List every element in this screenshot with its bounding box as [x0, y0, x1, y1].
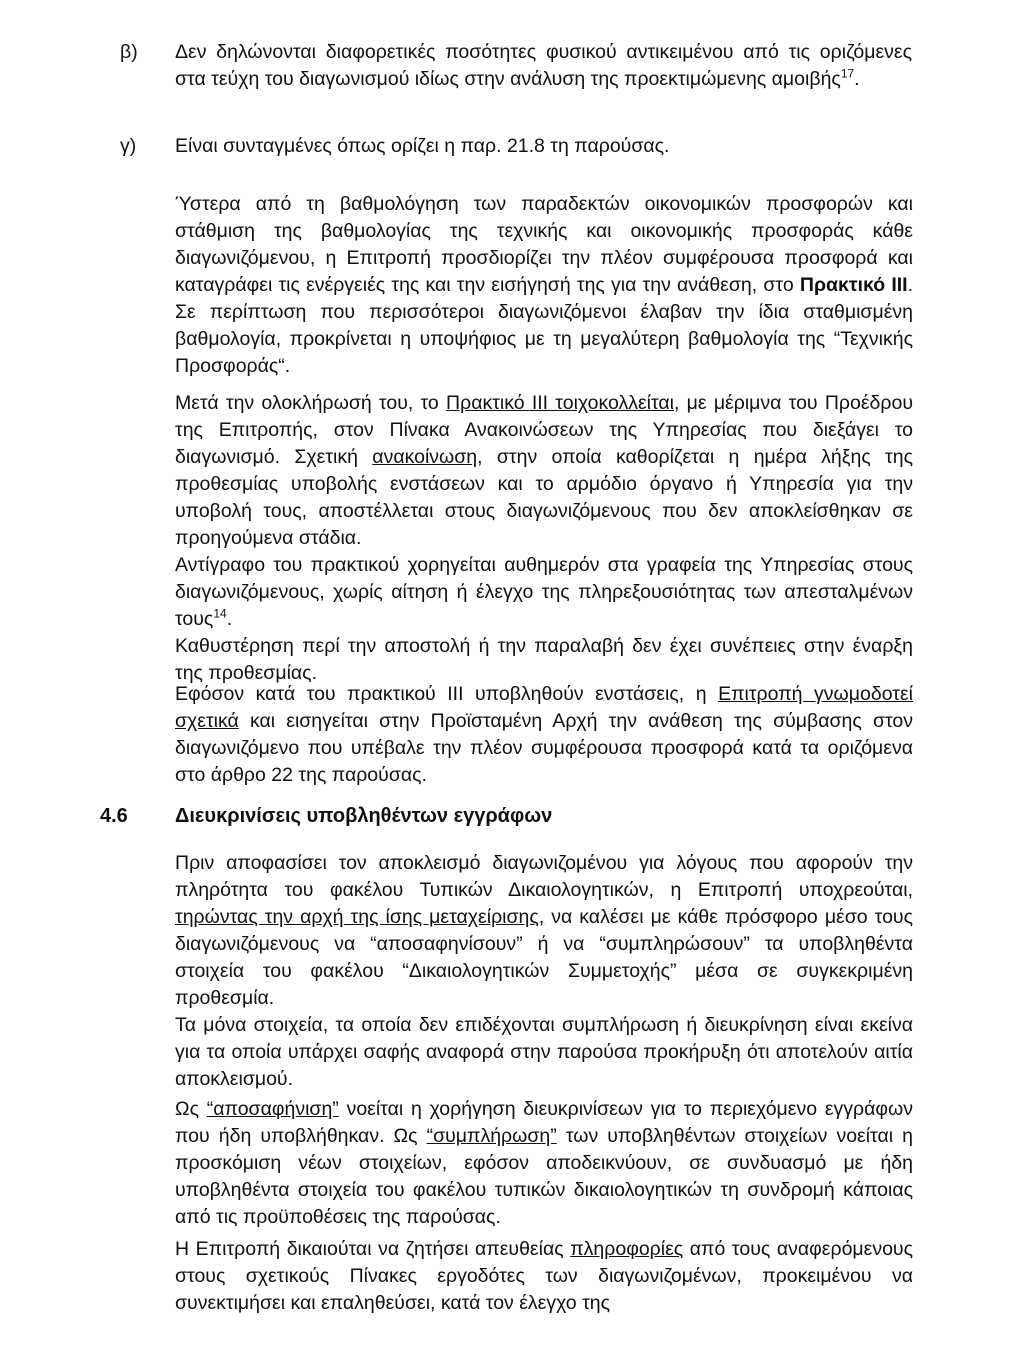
- paragraph-only-items: Τα μόνα στοιχεία, τα οποία δεν επιδέχονται συμπλήρωση ή διευκρίνηση είναι εκείνα για τα οποία υπάρχει σαφής αναφορά στην παρούσα προκήρυξη ότι αποτελούν αιτία αποκλεισμού.: [175, 1014, 913, 1090]
- paragraph-information: Η Επιτροπή δικαιούται να ζητήσει απευθείας πληροφορίες από τους αναφερόμενους στους σχετικούς Πίνακες εργοδότες των διαγωνιζομένων, προκειμένου να συνεκτιμήσει και επαληθεύσει, κατά τον έλεγχο της: [175, 1238, 913, 1314]
- paragraph-copy: Αντίγραφο του πρακτικού χορηγείται αυθημερόν στα γραφεία της Υπηρεσίας στους διαγωνιζόμενους, χωρίς αίτηση ή έλεγχο της πληρεξουσιότητας των απεσταλμένων τους$^{14}$.: [175, 554, 913, 630]
- underlined-posting: Πρακτικό ΙΙΙ τοιχοκολλείται,: [446, 392, 680, 414]
- paragraph-clarification: Πριν αποφασίσει τον αποκλεισμό διαγωνιζομένου για λόγους που αφορούν την πληρότητα του φακέλου Τυπικών Δικαιολογητικών, η Επιτροπή υποχρεούται, τηρώντας την αρχή της ίσης μεταχείρισης, να καλέσει με κάθε πρόσφορο μέσο τους διαγωνιζόμενους να “αποσαφηνίσουν” ή να “συμπληρώσουν” τα υποβληθέντα στοιχεία του φακέλου “Δικαιολογητικών Συμμετοχής” μέσα σε συγκεκριμένη προθεσμία. Τα μόνα στοιχεία, τα οποία δεν επιδέχονται συμπλήρωση ή διευκρίνηση είναι εκείνα για τα οποία υπάρχει σαφής αναφορά στην παρούσα προκήρυξη ότι αποτελούν αιτία αποκλεισμού.: [175, 850, 913, 1093]
- underlined-information: πληροφορίες: [570, 1238, 684, 1260]
- list-marker-beta: β): [120, 41, 138, 63]
- bold-praktiko-3: Πρακτικό ΙΙΙ: [799, 274, 908, 296]
- list-text-gamma: Είναι συνταγμένες όπως ορίζει η παρ. 21.8 τη παρούσας.: [175, 135, 670, 157]
- list-marker-gamma: γ): [120, 135, 137, 157]
- paragraph-ranking: Ύστερα από τη βαθμολόγηση των παραδεκτών οικονομικών προσφορών και στάθμιση της βαθμολογίας της τεχνικής και οικονομικής προσφοράς κάθε διαγωνιζόμενου, η Επιτροπή προσδιορίζει την πλέον συμφέρουσα προσφορά και καταγράφει τις ενέργειές της και την εισήγησή της για την ανάθεση, στο Πρακτικό ΙΙΙ. Σε περίπτωση που περισσότεροι διαγωνιζόμενοι έλαβαν την ίδια σταθμισμένη βαθμολογία, προκρίνεται η υποψήφιος με τη μεγαλύτερη βαθμολογία της “Τεχνικής Προσφοράς“.: [175, 193, 914, 377]
- underlined-clarification-term: “αποσαφήνιση”: [206, 1098, 339, 1120]
- underlined-committee-opinion: Επιτροπή γνωμοδοτεί σχετικά: [175, 683, 913, 732]
- paragraph-posting: Μετά την ολοκλήρωσή του, το Πρακτικό ΙΙΙ τοιχοκολλείται, με μέριμνα του Προέδρου της Επιτροπής, στον Πίνακα Ανακοινώσεων της Υπηρεσίας που διεξάγει το διαγωνισμό. Σχετική ανακοίνωση, στην οποία καθορίζεται η ημέρα λήξης της προθεσμίας υποβολής ενστάσεων και το αρμόδιο όργανο ή Υπηρεσία για την υποβολή τους, αποστέλλεται στους διαγωνιζόμενους που δεν αποκλείσθηκαν σε προηγούμενα στάδια. Αντίγραφο του πρακτικού χορηγείται αυθημερόν στα γραφεία της Υπηρεσίας στους διαγωνιζόμενους, χωρίς αίτηση ή έλεγχο της πληρεξουσιότητας των απεσταλμένων τους$^{14}$. Καθυστέρηση περί την αποστολή ή την παραλαβή δεν έχει συνέπειες στην έναρξη της προθεσμίας.: [175, 390, 913, 687]
- footnote-ref-17: 17: [840, 66, 855, 81]
- paragraph-definitions: Ως “αποσαφήνιση” νοείται η χορήγηση διευκρινίσεων για το περιεχόμενο εγγράφων που ήδη υποβλήθηκαν. Ως “συμπλήρωση” των υποβληθέντων στοιχείων νοείται η προσκόμιση νέων στοιχείων, εφόσον αποδεικνύουν, σε συνδυασμό με ήδη υποβληθέντα στοιχεία του φακέλου τυπικών δικαιολογητικών τη συνδρομή κάποιας από τις προϋποθέσεις της παρούσας.: [175, 1098, 914, 1228]
- section-title: Διευκρινίσεις υποβληθέντων εγγράφων: [175, 805, 553, 827]
- section-number: 4.6: [100, 805, 128, 827]
- footnote-ref-14: 14: [213, 606, 227, 621]
- paragraph-objections: Εφόσον κατά του πρακτικού ΙΙΙ υποβληθούν ενστάσεις, η Επιτροπή γνωμοδοτεί σχετικά και εισηγείται στην Προϊσταμένη Αρχή την ανάθεση της σύμβασης στον διαγωνιζόμενο που υπέβαλε την πλέον συμφέρουσα προσφορά κατά τα οριζόμενα στο άρθρο 22 της παρούσας.: [175, 683, 914, 786]
- list-text-beta: Δεν δηλώνονται διαφορετικές ποσότητες φυσικού αντικειμένου από τις οριζόμενες στα τεύχη του διαγωνισμού ιδίως στην ανάλυση της προεκτιμώμενης αμοιβής$^{17}$.: [175, 41, 912, 90]
- underlined-equal-treatment: τηρώντας την αρχή της ίσης μεταχείρισης,: [175, 906, 545, 928]
- underlined-completion-term: “συμπλήρωση”: [426, 1125, 557, 1147]
- underlined-announcement: ανακοίνωση: [372, 446, 478, 468]
- paragraph-delay: Καθυστέρηση περί την αποστολή ή την παραλαβή δεν έχει συνέπειες στην έναρξη της προθεσμίας.: [175, 635, 913, 684]
- list-item-beta: [120, 39, 912, 93]
- list-item-gamma: [120, 133, 912, 160]
